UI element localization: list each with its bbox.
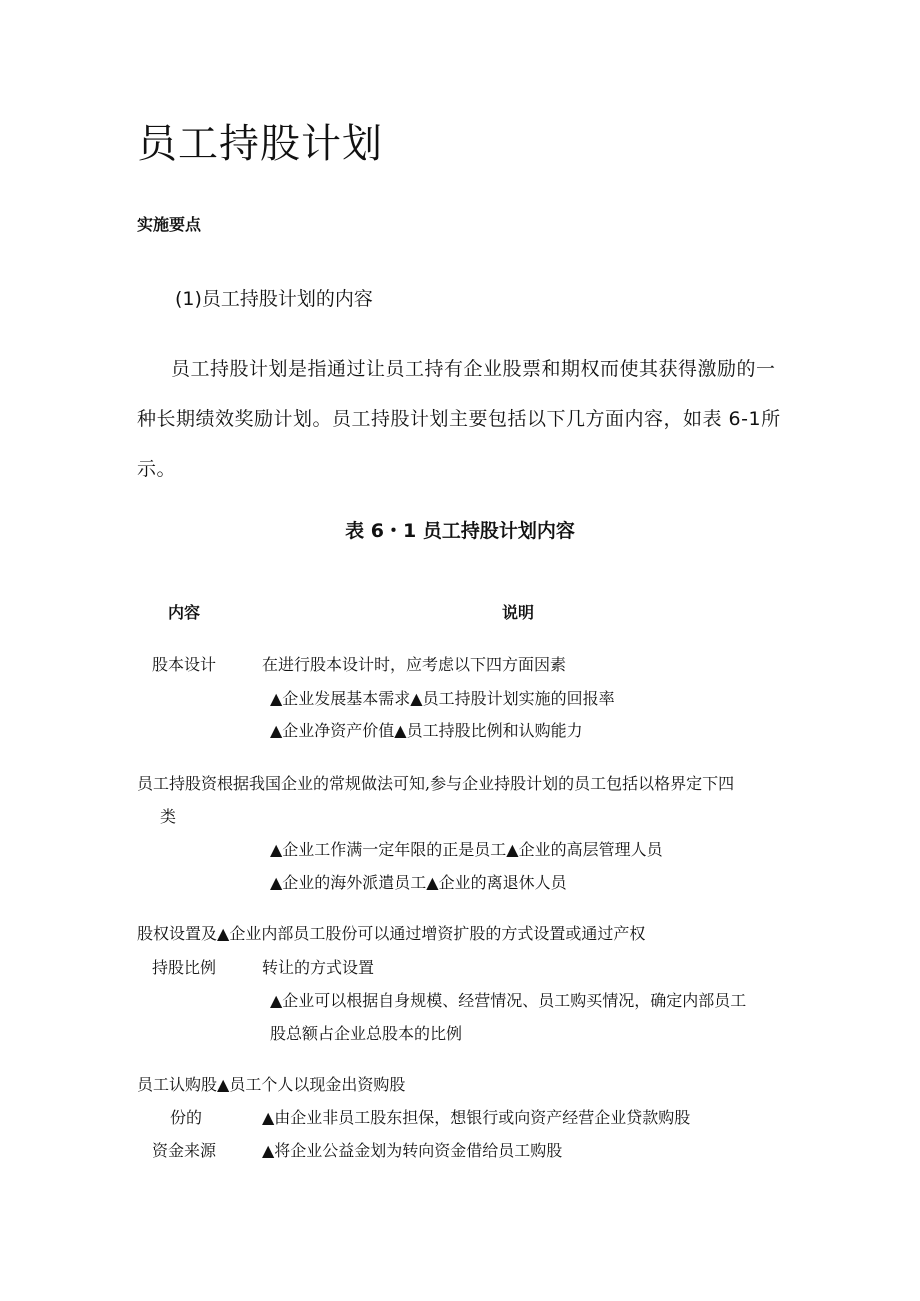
row-4-line-1: ▲由企业非员工股东担保，想银行或向资产经营企业贷款购股: [262, 1108, 691, 1127]
row-3-line-0: [137, 921, 645, 944]
row-3-label: 股权设置及: [137, 924, 218, 943]
row-3-line-3: 股总额占企业总股本的比例: [270, 1024, 463, 1043]
row-4-wrap: 份的: [170, 1108, 203, 1127]
subtitle: 实施要点: [137, 215, 202, 234]
section-heading: (1)员工持股计划的内容: [175, 288, 373, 310]
row-1-label: 股本设计: [152, 655, 217, 674]
row-1-line-3: ▲企业净资产价值▲员工持股比例和认购能力: [270, 721, 583, 740]
row-2-inline: 根据我国企业的常规做法可知,参与企业持股计划的员工包括以格界定下四: [217, 774, 735, 793]
row-2-label: 员工持股资: [137, 774, 218, 793]
row-4-label: 员工认购股: [137, 1075, 218, 1094]
header-content: 内容: [168, 603, 201, 622]
row-3-inline: ▲企业内部员工股份可以通过增资扩股的方式设置或通过产权: [217, 924, 646, 943]
row-3-line-2: ▲企业可以根据自身规模、经营情况、员工购买情况，确定内部员工: [270, 991, 747, 1010]
row-4-line-0: [137, 1072, 405, 1095]
intro-paragraph: 员工持股计划是指通过让员工持有企业股票和期权而使其获得激励的一种长期绩效奖励计划。员工持股计划主要包括以下几方面内容，如表 6-1所示。: [137, 358, 781, 480]
row-3-wrap: 持股比例: [152, 958, 217, 977]
row-2-line-0: [137, 771, 734, 794]
table-title: 表 6・1 员工持股计划内容: [345, 520, 575, 542]
header-description: 说明: [502, 603, 535, 622]
row-4-inline: ▲员工个人以现金出资购股: [217, 1075, 406, 1094]
row-2-line-1: ▲企业工作满一定年限的正是员工▲企业的高层管理人员: [270, 840, 663, 859]
row-1-line-2: ▲企业发展基本需求▲员工持股计划实施的回报率: [270, 689, 615, 708]
row-1-line-1: 在进行股本设计时，应考虑以下四方面因素: [262, 655, 567, 674]
row-4-line-2: ▲将企业公益金划为转向资金借给员工购股: [262, 1141, 563, 1160]
row-3-line-1: 转让的方式设置: [262, 958, 375, 977]
row-4-wrap-2: 资金来源: [152, 1141, 217, 1160]
row-2-wrap: 类: [160, 807, 177, 826]
document-title: 员工持股计划: [137, 121, 383, 167]
row-2-line-2: ▲企业的海外派遣员工▲企业的离退休人员: [270, 873, 567, 892]
